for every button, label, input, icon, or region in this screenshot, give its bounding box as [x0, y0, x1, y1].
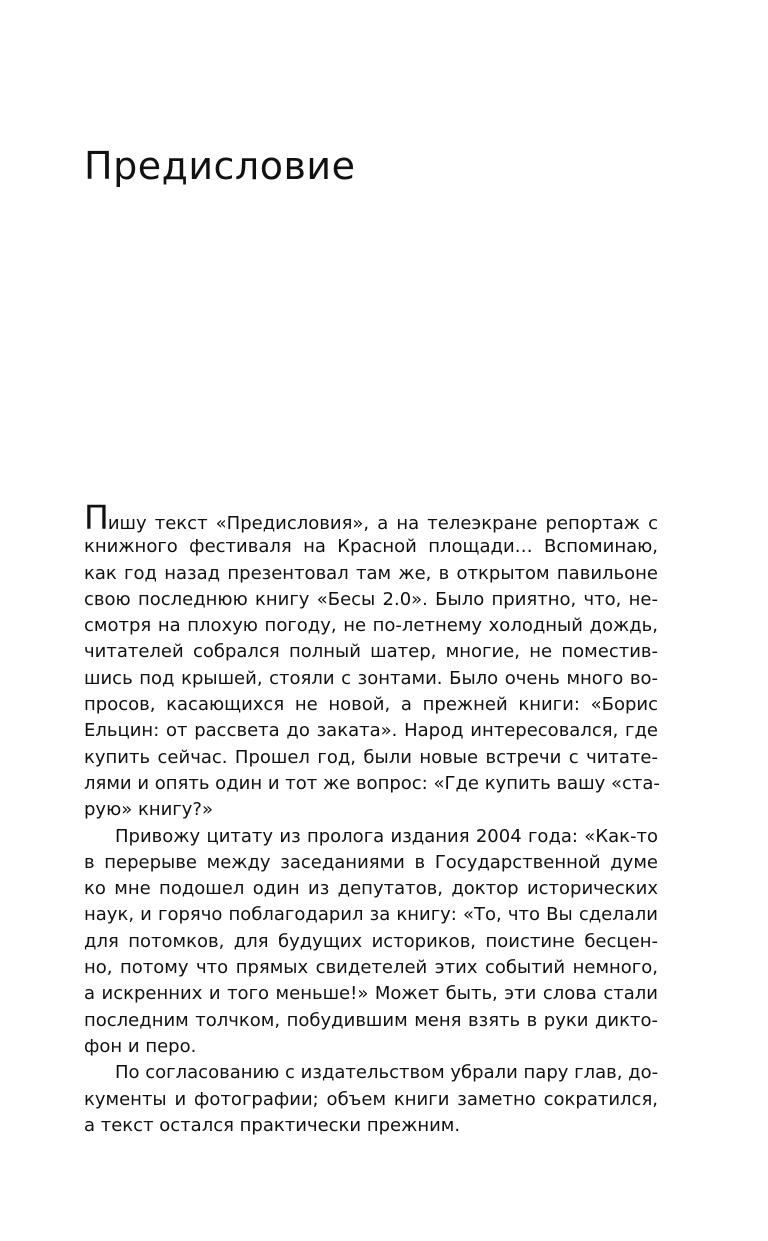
paragraph-1-line: книжного фестиваля на Красной площади… Вспоминаю,	[84, 536, 658, 558]
paragraph-1-line-1-text: ишу текст «Предисловия», а на телеэкране репортаж с	[107, 513, 658, 534]
paragraph-1-line: читателей собрался полный шатер, многие, не поместив-	[84, 641, 658, 663]
paragraph-1-line: смотря на плохую погоду, не по-летнему холодный дождь,	[84, 615, 658, 637]
paragraph-1-line: шись под крышей, стояли с зонтами. Было очень много во-	[84, 667, 658, 689]
paragraph-1-line: Ельцин: от рассвета до заката». Народ интересовался, где	[84, 720, 658, 742]
paragraph-3-line: а текст остался практически прежним.	[84, 1114, 461, 1136]
paragraph-2-line: для потомков, для будущих историков, поистине бесцен-	[84, 930, 658, 952]
paragraph-1-line: свою последнюю книгу «Бесы 2.0». Было приятно, что, не-	[84, 588, 658, 610]
paragraph-2-line: а искренних и того меньше!» Может быть, эти слова стали	[84, 983, 658, 1005]
paragraph-2-line: в перерыве между заседаниями в Государственной думе	[84, 851, 658, 873]
drop-cap: П	[84, 498, 108, 537]
paragraph-1-line: рую» книгу?»	[84, 799, 213, 821]
chapter-title: Предисловие	[84, 144, 356, 188]
body-text	[84, 498, 660, 1139]
paragraph-1-line: купить сейчас. Прошел год, были новые встречи с читате-	[84, 746, 658, 768]
paragraph-2-line: но, потому что прямых свидетелей этих событий немного,	[84, 957, 658, 979]
paragraph-1-line: как год назад презентовал там же, в открытом павильоне	[84, 562, 658, 584]
paragraph-3-line: кументы и фотографии; объем книги заметно сократился,	[84, 1088, 658, 1110]
paragraph-1-line: просов, касающихся не новой, а прежней книги: «Борис	[84, 694, 658, 716]
paragraph-2-line: Привожу цитату из пролога издания 2004 года: «Как-то	[115, 825, 658, 847]
paragraph-1-line: лями и опять один и тот же вопрос: «Где купить вашу «ста-	[84, 772, 660, 794]
paragraph-2-line: ко мне подошел один из депутатов, доктор исторических	[84, 878, 658, 900]
paragraph-1-line-1	[84, 498, 658, 537]
paragraph-2-line: наук, и горячо поблагодарил за книгу: «То, что Вы сделали	[84, 904, 658, 926]
paragraph-2-line: последним толчком, побудившим меня взять в руки дикто-	[84, 1009, 658, 1031]
paragraph-3-line: По согласованию с издательством убрали пару глав, до-	[115, 1062, 659, 1084]
paragraph-2-line: фон и перо.	[84, 1035, 197, 1057]
